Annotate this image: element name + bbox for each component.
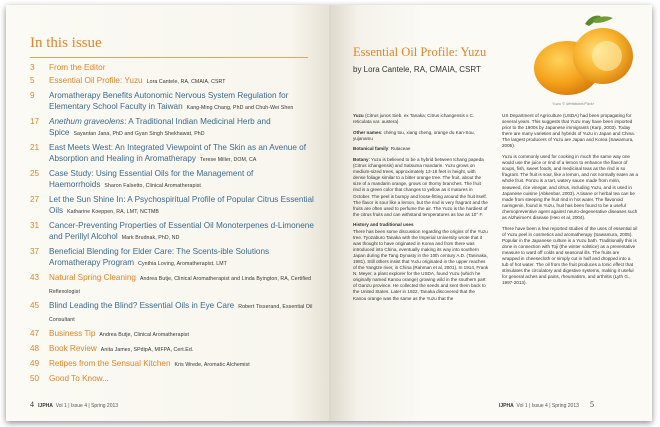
toc-entry-text: [49, 75, 314, 88]
left-footer-brand: IJPHA: [38, 403, 53, 409]
toc-entry-text: [49, 62, 314, 73]
toc-entry[interactable]: [30, 75, 314, 88]
paragraph-label: Botanical family: [353, 146, 389, 152]
toc-entry-text: [49, 246, 314, 270]
article-column-1: [353, 113, 489, 306]
toc-author: Robert Tisserand, Essential Oil Consultant: [49, 304, 313, 323]
article-paragraph: [353, 146, 489, 152]
toc-entry-text: [49, 168, 314, 192]
toc-page-number: 9: [30, 91, 35, 100]
yuzu-photo: [527, 10, 637, 98]
magazine-spread: [6, 5, 652, 421]
toc-author: Andrea Butje, Clinical Aromatherapist: [99, 332, 190, 338]
toc-entry[interactable]: [30, 343, 314, 356]
toc-divider: [30, 57, 308, 58]
toc-title: Anethum graveolens: [49, 117, 125, 126]
toc-title: Book Review: [49, 344, 97, 353]
toc-entry[interactable]: [30, 300, 314, 326]
right-footer-issue: Vol 1 | Issue 4 | Spring 2013: [516, 403, 579, 409]
right-footer-brand: IJPHA: [499, 403, 514, 409]
toc-author: Lora Cantele, RA, CMAIA, CSRT: [146, 79, 226, 85]
toc-entry[interactable]: [30, 328, 314, 341]
toc-list: [30, 62, 314, 386]
article-paragraph: [353, 130, 489, 142]
photo-caption: Yuzu © Meltdown/Flickr: [552, 101, 594, 106]
toc-entry[interactable]: [30, 272, 314, 298]
toc-title: Cancer-Preventing Properties of Essential Oil Monoterpenes d-Limonene and Perillyl Alcohol: [49, 221, 314, 241]
yuzu-fruit-image: [527, 10, 637, 98]
toc-page-number: 21: [30, 143, 40, 152]
toc-author: Anita James, SPdipA, MIFPA, Cert.Ed.: [100, 347, 194, 353]
article-column-2: [502, 113, 638, 291]
toc-title: Good To Know...: [49, 374, 109, 383]
toc-entry-text: [49, 300, 314, 326]
toc-entry[interactable]: [30, 194, 314, 218]
toc-title: Retipes from the Sensual Kitchen: [49, 359, 171, 368]
toc-author: Kang-Ming Chang, PhD and Chuh-Wei Shen: [186, 105, 294, 111]
toc-heading: In this issue: [30, 35, 102, 51]
toc-author: Katharine Koeppen, RA, LMT, NCTMB: [67, 209, 159, 215]
toc-title: From the Editor: [49, 63, 106, 72]
article-title: Essential Oil Profile: Yuzu: [353, 45, 487, 59]
paragraph-label: Botany: [353, 156, 369, 162]
toc-page-number: 17: [30, 117, 40, 126]
paragraph-text: There has been some discussion regarding the origins of the Yuzu tree. Tyozaburo Tanaka with the Imperial University wrote that it was thought to have originated in Korea and from there was introduced into China, eventually making its way into southern Japan during the Tang Dynasty in the 10th century A.D. (Taninaka, 1981). Still others insist that Yuzu originated in the upper reaches of the Yangtze river, in China (Rahman et al, 2001). In 1914, Frank N. Meyer, a plant explorer for the USDA, found Yuzu (which he originally named Kanou orange) growing wild in the southern part of Ganzu province. He collected the seeds and sent them back to the United States. Later in 1922, Tanaka discovered that the Kanou orange was the same as the Yuzu that the: [353, 228, 489, 301]
article-paragraph: [353, 229, 489, 302]
toc-title: Natural Spring Cleaning: [49, 273, 136, 282]
toc-entry-text: [49, 328, 314, 341]
left-page: [6, 5, 329, 421]
toc-page-number: 3: [30, 63, 35, 72]
toc-page-number: 48: [30, 344, 40, 353]
toc-entry-text: [49, 90, 314, 114]
article-paragraph: US Department of Agriculture (USDA) had been propagating for several years. This suggests that Yuzu may have been imported prior to the 1900s by Japanese immigrants (Karp, 2003). Today there are many varieties and hybrids of Yuzu in Japan and China. The largest producers of Yuzu are Japan and Korea (Sawamura, 2005).: [502, 113, 635, 149]
toc-page-number: 37: [30, 247, 40, 256]
toc-entry[interactable]: [30, 116, 314, 140]
left-footer-issue: Vol 1 | Issue 4 | Spring 2013: [55, 403, 119, 409]
paragraph-text: : Rutaceae: [388, 146, 411, 152]
toc-title: : A Traditional Indian Medicinal Herb and Spice: [49, 117, 271, 137]
left-page-number: 4: [30, 400, 34, 409]
left-footer: [30, 400, 118, 409]
toc-page-number: 27: [30, 195, 40, 204]
toc-entry-text: [49, 116, 314, 140]
paragraph-label: Yuzu: [353, 113, 364, 118]
toc-entry-text: [49, 373, 314, 384]
toc-page-number: 31: [30, 221, 40, 230]
toc-entry[interactable]: [30, 358, 314, 371]
paragraph-text: : Yuzu is believed to be a hybrid between Ichang papeda (Citrus ichangensis) and Satsuma mandarin. Yuzu grows on medium-sized trees, approximately 13-18 feet in height, with dense foliage similar to a bitter orange tree. The fruit, about the size of a mandarin orange, grows on thorny branches. The fruit rind is a green color that changes to yellow as it matures in October. The peel is bumpy and loose-fitting around the fruit itself. The flavor is sour like a lemon, but the rind is very fragrant and the fruits are often used to perfume the air. The Yuzu is the hardiest of the citrus fruits and can withstand temperatures as low as 10° F.: [353, 156, 488, 217]
toc-entry[interactable]: [30, 168, 314, 192]
paragraph-text: (Citrus junos Sieb. ex Tanaka; Citrus ichangensis x C. reticulata var. austera): [353, 113, 475, 125]
article-paragraph: Yuzu is commonly used for cooking in much the same way one would use the juice or rind of a lemon to enhance the flavor of soups, fish, sweet foods, and medicinal teas as the rind is so fragrant. The fruit is sour, like a lemon, and not normally eaten as a whole fruit. Ponzu is a tart, watery sauce made from mirin, seaweed, rice vinegar, and citrus, including Yuzu, and is used in Japanese cuisine (Abkenbar, 2003). A tisane or herbal tea can be made from steeping the fruit rind in hot water. The flavonoid naringenin, found in Yuzu, fruit has been found to be a useful chemopreventive agent against neuro-degenerative diseases such as Alzheimer's disease (Heo et al, 2004).: [502, 154, 639, 220]
toc-title: Business Tip: [49, 329, 96, 338]
toc-author: Mark Brudnak, PhD, ND: [121, 235, 180, 241]
toc-entry-text: [49, 343, 314, 356]
toc-page-number: 25: [30, 169, 40, 178]
toc-entry-text: [49, 272, 314, 298]
toc-title: Beneficial Blending for Elder Care: The Scents-ible Solutions Aromatherapy Program: [49, 247, 270, 267]
paragraph-label: History and traditional uses: [353, 222, 414, 228]
article-paragraph: [353, 157, 489, 218]
article-byline: by Lora Cantele, RA, CMAIA, CSRT: [353, 65, 481, 74]
toc-page-number: 49: [30, 359, 40, 368]
toc-title: East Meets West: An Integrated Viewpoint of The Skin as an Avenue of Absorption and Healing in Aromatherapy: [49, 143, 307, 163]
toc-entry-text: [49, 220, 314, 244]
toc-entry[interactable]: [30, 62, 314, 73]
toc-author: Terese Miller, DOM, CA: [200, 157, 257, 163]
toc-page-number: 45: [30, 301, 40, 310]
toc-author: Sharon Falsetto, Clinical Aromatherapist: [104, 183, 201, 189]
toc-title: Case Study: Using Essential Oils for the Management of Haemorrhoids: [49, 169, 254, 189]
paragraph-label: Other names: [353, 129, 382, 135]
article-paragraph: There have been a few reported studies of the uses of essential oil of Yuzu peel in cosmetics and aromatherapy (Sawamura, 2005). Popular in the Japanese culture is a Yuzu bath. Traditionally this is done in connection with Toji (the winter solstice) as a preventative measure to ward off colds and seasonal ills. The fruits are wrapped in cheesecloth or simply cut in half and dropped into a tub of hot water. The oil from the fruit produces a tonic effect that stimulates the circulatory and digestive systems, making it useful for general aches and pains, rheumatism, and arthritis (Lyth G., 1997-2013).: [502, 225, 638, 286]
toc-page-number: 5: [30, 76, 35, 85]
toc-author: Cynthia Loving, Aromatherapist, LMT: [138, 261, 227, 267]
toc-entry[interactable]: [30, 246, 314, 270]
toc-author: Kris Wrede, Aromatic Alchemist: [174, 362, 250, 368]
right-page: [329, 5, 652, 421]
toc-title: Blind Leading the Blind? Essential Oils in Eye Care: [49, 301, 235, 310]
toc-entry[interactable]: [30, 373, 314, 384]
toc-entry-text: [49, 194, 314, 218]
toc-entry[interactable]: [30, 142, 314, 166]
right-footer: [499, 400, 594, 409]
toc-page-number: 50: [30, 374, 40, 383]
toc-entry[interactable]: [30, 220, 314, 244]
toc-title: Let the Sun Shine In: A Psychospiritual Profile of Popular Citrus Essential Oils: [49, 195, 314, 215]
toc-entry[interactable]: [30, 90, 314, 114]
toc-page-number: 47: [30, 329, 40, 338]
toc-author: Andrea Butje, Clinical Aromatherapist and Linda Byington, RA, Certified Reflexologist: [49, 276, 312, 295]
toc-title: Aromatherapy Benefits Autonomic Nervous System Regulation for Elementary School Faculty in Taiwan: [49, 91, 289, 111]
toc-title: Essential Oil Profile: Yuzu: [49, 76, 143, 85]
toc-entry-text: [49, 142, 314, 166]
right-page-number: 5: [590, 400, 595, 409]
article-paragraph: [353, 113, 489, 125]
toc-entry-text: [49, 358, 314, 371]
toc-page-number: 43: [30, 273, 40, 282]
toc-author: Sayantan Jana, PhD and Gyan Singh Shekhawat, PhD: [73, 131, 205, 137]
paragraph-text: : chéng tou, xiang cheng, orange du Kan-Sou, yujanamu: [353, 129, 475, 141]
